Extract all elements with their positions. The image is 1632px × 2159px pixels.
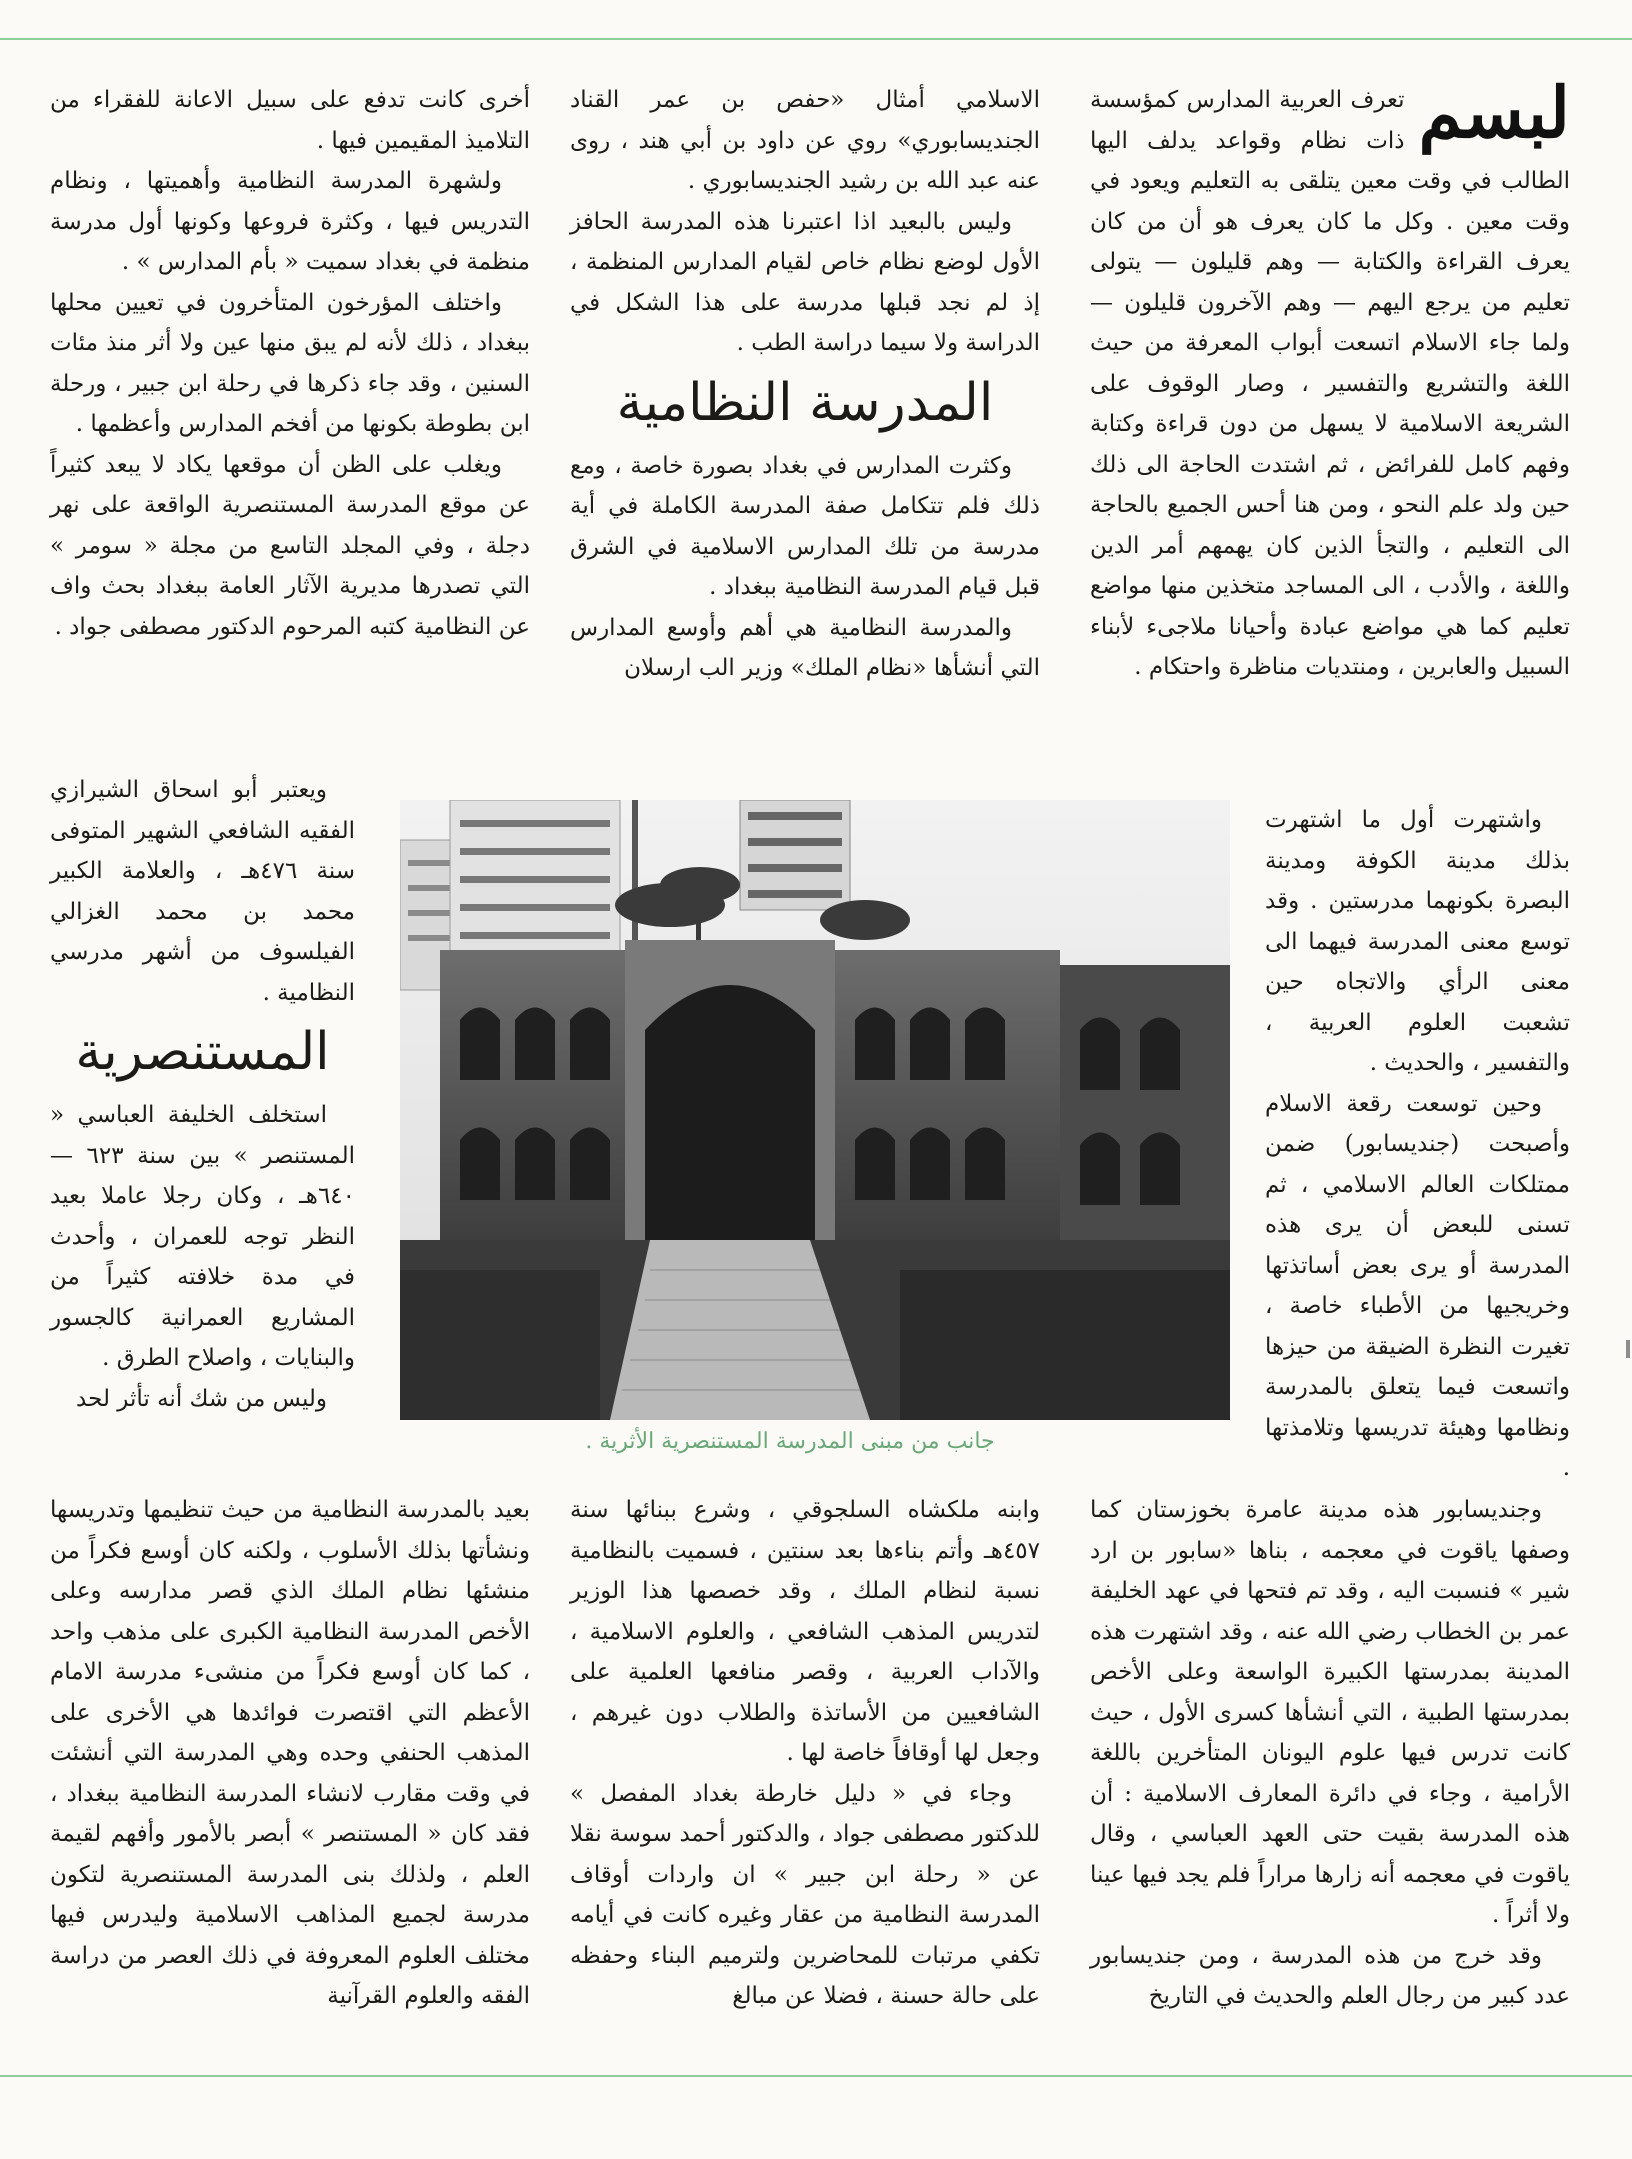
edge-mark: [1626, 1340, 1630, 1358]
paragraph: وابنه ملكشاه السلجوقي ، وشرع ببنائها سنة ٤٥٧هـ وأتم بناءها بعد سنتين ، فسميت بالنظامية نسبة لنظام الملك ، وقد خصصها هذا الوزير لتدريس المذهب الشافعي ، والعلوم الاسلامية ، والآداب العربية ، وقصر منافعها العلمية على الشافعيين من الأساتذة والطلاب دون غيرهم ، وجعل لها أوقافاً خاصة لها .: [570, 1497, 1040, 1766]
paragraph: ولشهرة المدرسة النظامية وأهميتها ، ونظام التدريس فيها ، وكثرة فروعها وكونها أول مدرسة منظمة في بغداد سميت « بأم المدارس » .: [50, 168, 530, 275]
column-left-bottom: [50, 1490, 530, 2070]
paragraph: أخرى كانت تدفع على سبيل الاعانة للفقراء من التلاميذ المقيمين فيها .: [50, 87, 531, 154]
section-heading-nizamiya: المدرسة النظامية: [616, 372, 994, 433]
paragraph: تعرف العربية المدارس كمؤسسة ذات نظام وقواعد يدلف اليها الطالب في وقت معين يتلقى به التعليم ويعود في وقت معين . وكل ما كان يعرف هو أن من كان يعرف القراءة والكتابة — وهم قليلون — يتولى تعليم من يرجع اليهم — وهم الآخرون قليلون — ولما جاء الاسلام اتسعت أبواب المعرفة من حيث اللغة والتشريع والتفسير ، وصار الوقوف على الشريعة الاسلامية لا يسهل من دون قراءة وكتابة وفهم كامل للفرائض ، ثم اشتدت الحاجة الى ذلك حين ولد علم النحو ، ومن هنا أحس الجميع بالحاجة الى التعليم ، والتجأ الذين كان يهمهم أمر الدين واللغة ، والأدب ، الى المساجد متخذين منها مواضع تعليم كما هي مواضع عبادة وأحيانا ملاجىء لأبناء السبيل والعابرين ، ومنتديات مناظرة واحتكام .: [1090, 87, 1570, 680]
paragraph: ويعتبر أبو اسحاق الشيرازي الفقيه الشافعي الشهير المتوفى سنة ٤٧٦هـ ، والعلامة الكبير محمد بن محمد الغزالي الفيلسوف من أشهر مدرسي النظامية .: [50, 777, 355, 1006]
paragraph: ويغلب على الظن أن موقعها يكاد لا يبعد كثيراً عن موقع المدرسة المستنصرية الواقعة على نهر دجلة ، وفي المجلد التاسع من مجلة « سومر » التي تصدرها مديرية الآثار العامة ببغداد بحث واف عن النظامية كتبه المرحوم الدكتور مصطفى جواد .: [50, 451, 530, 640]
paragraph: وليس بالبعيد اذا اعتبرنا هذه المدرسة الحافز الأول لوضع نظام خاص لقيام المدارس المنظمة ، إذ لم نجد قبلها مدرسة على هذا الشكل في الدراسة ولا سيما دراسة الطب .: [570, 208, 1040, 356]
column-right-top-narrow: [1265, 800, 1570, 1480]
paragraph: وجاء في « دليل خارطة بغداد المفصل » للدكتور مصطفى جواد ، والدكتور أحمد سوسة نقلا عن « رحلة ابن جبير » ان واردات أوقاف المدرسة النظامية من عقار وغيره كانت في أيامه تكفي مرتبات للمحاضرين ولترميم البناء وحفظه على حالة حسنة ، فضلا عن مبالغ: [570, 1780, 1040, 2009]
mustansiriya-photo: [400, 800, 1230, 1420]
column-left-top: [50, 80, 530, 770]
column-middle-bottom: [570, 1490, 1040, 2070]
building-illustration: [400, 800, 1230, 1420]
paragraph: وجنديسابور هذه مدينة عامرة بخوزستان كما وصفها ياقوت في معجمه ، بناها «سابور بن ارد شير » فنسبت اليه ، وقد تم فتحها في عهد الخليفة عمر بن الخطاب رضي الله عنه ، وقد اشتهرت هذه المدينة بمدرستها الكبيرة الواسعة وعلى الأخص بمدرستها الطبية ، التي أنشأها كسرى الأول ، حيث كانت تدرس فيها علوم اليونان المتأخرين باللغة الأرامية ، وجاء في دائرة المعارف الاسلامية : أن هذه المدرسة بقيت حتى العهد العباسي ، وقال ياقوت في معجمه أنه زارها مراراً فلم يجد فيها عينا ولا أثراً .: [1090, 1497, 1570, 1928]
paragraph: وليس من شك أنه تأثر لحد: [76, 1385, 327, 1412]
photo-caption: جانب من مبنى المدرسة المستنصرية الأثرية .: [585, 1429, 995, 1454]
column-left-top-narrow: [50, 770, 355, 1490]
section-heading-mustansiriya: المستنصرية: [75, 1022, 330, 1082]
paragraph: وكثرت المدارس في بغداد بصورة خاصة ، ومع ذلك فلم تتكامل صفة المدرسة الكاملة في أية مدرسة من تلك المدارس الاسلامية في الشرق قبل قيام المدرسة النظامية ببغداد .: [570, 452, 1040, 600]
paragraph: وحين توسعت رقعة الاسلام وأصبحت (جنديسابور) ضمن ممتلكات العالم الاسلامي ، ثم تسنى للبعض أن يرى هذه المدرسة أو يرى بعض أساتذتها وخريجيها من الأطباء خاصة ، تغيرت النظرة الضيقة من حيزها واتسعت فيما يتعلق بالمدرسة ونظامها وهيئة تدريسها وتلامذتها .: [1265, 1090, 1570, 1481]
paragraph: الاسلامي أمثال «حفص بن عمر القناد الجنديسابوري» روي عن داود بن أبي هند ، روى عنه عبد الله بن رشيد الجنديسابوري .: [570, 87, 1040, 194]
paragraph: واشتهرت أول ما اشتهرت بذلك مدينة الكوفة ومدينة البصرة بكونهما مدرستين . وقد توسع معنى المدرسة فيهما الى معنى الرأي والاتجاه حين تشعبت العلوم العربية ، والتفسير ، والحديث .: [1265, 807, 1570, 1076]
decorative-initial: لبسم: [1418, 71, 1570, 154]
paragraph: واختلف المؤرخون المتأخرون في تعيين محلها ببغداد ، ذلك لأنه لم يبق منها عين ولا أثر منذ مئات السنين ، وقد جاء ذكرها في رحلة ابن جبير ، ورحلة ابن بطوطة بكونها من أفخم المدارس وأعظمها .: [50, 289, 530, 437]
paragraph: بعيد بالمدرسة النظامية من حيث تنظيمها وتدريسها ونشأتها بذلك الأسلوب ، ولكنه كان أوسع فكراً من منشئها نظام الملك الذي قصر مدارسه وعلى الأخص المدرسة النظامية الكبرى على مذهب واحد ، كما كان أوسع فكراً من منشىء مدرسة الامام الأعظم التي اقتصرت فوائدها هي الأخرى على المذهب الحنفي وحده وهي المدرسة التي أنشئت في وقت مقارب لانشاء المدرسة النظامية ببغداد ، فقد كان « المستنصر » أبصر بالأمور وأفهم لقيمة العلم ، ولذلك بنى المدرسة المستنصرية لتكون مدرسة لجميع المذاهب الاسلامية وليدرس فيها مختلف العلوم المعروفة في ذلك العصر من دراسة الفقه والعلوم القرآنية: [50, 1497, 530, 2009]
top-rule: [0, 38, 1632, 40]
column-right-bottom: [1090, 1490, 1570, 2070]
bottom-rule: [0, 2075, 1632, 2077]
paragraph: استخلف الخليفة العباسي « المستنصر » بين سنة ٦٢٣ — ٦٤٠هـ ، وكان رجلا عاملا بعيد النظر توجه للعمران ، وأحدث في مدة خلافته كثيراً من المشاريع العمرانية كالجسور والبنايات ، واصلاح الطرق .: [50, 1102, 355, 1371]
column-middle-top: [570, 80, 1040, 780]
paragraph: وقد خرج من هذه المدرسة ، ومن جنديسابور عدد كبير من رجال العلم والحديث في التاريخ: [1090, 1942, 1570, 2009]
paragraph: والمدرسة النظامية هي أهم وأوسع المدارس التي أنشأها «نظام الملك» وزير الب ارسلان: [570, 614, 1040, 681]
